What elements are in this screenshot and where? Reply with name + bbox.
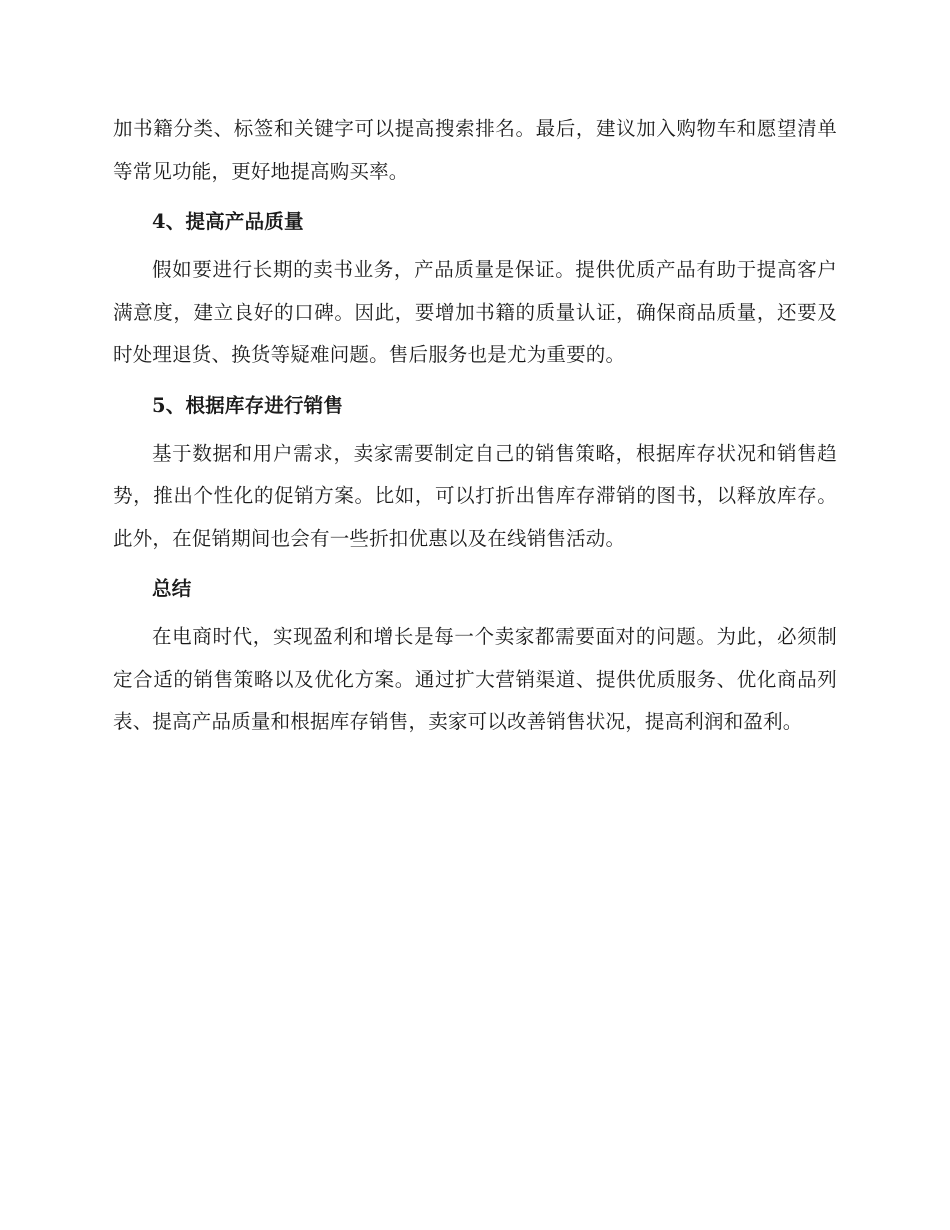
section-body-quality: 假如要进行长期的卖书业务，产品质量是保证。提供优质产品有助于提高客户满意度，建立良好的口碑。因此，要增加书籍的质量认证，确保商品质量，还要及时处理退货、换货等疑难问题。售后服务也是尤为重要的。 — [113, 258, 837, 366]
document-content — [113, 108, 837, 754]
section-heading-inventory-sales: 5、根据库存进行销售 — [152, 393, 344, 417]
section-heading-summary: 总结 — [152, 577, 192, 600]
section-body-summary: 在电商时代，实现盈利和增长是每一个卖家都需要面对的问题。为此，必须制定合适的销售策略以及优化方案。通过扩大营销渠道、提供优质服务、优化商品列表、提高产品质量和根据库存销售，卖家可以改善销售状况，提高利润和盈利。 — [113, 625, 837, 733]
section-heading-quality: 4、提高产品质量 — [152, 210, 304, 233]
section-body-inventory-sales: 基于数据和用户需求，卖家需要制定自己的销售策略，根据库存状况和销售趋势，推出个性化的促销方案。比如，可以打折出售库存滞销的图书，以释放库存。此外，在促销期间也会有一些折扣优惠以及在线销售活动。 — [113, 441, 837, 550]
intro-paragraph: 加书籍分类、标签和关键字可以提高搜索排名。最后，建议加入购物车和愿望清单等常见功能，更好地提高购买率。 — [113, 117, 837, 183]
